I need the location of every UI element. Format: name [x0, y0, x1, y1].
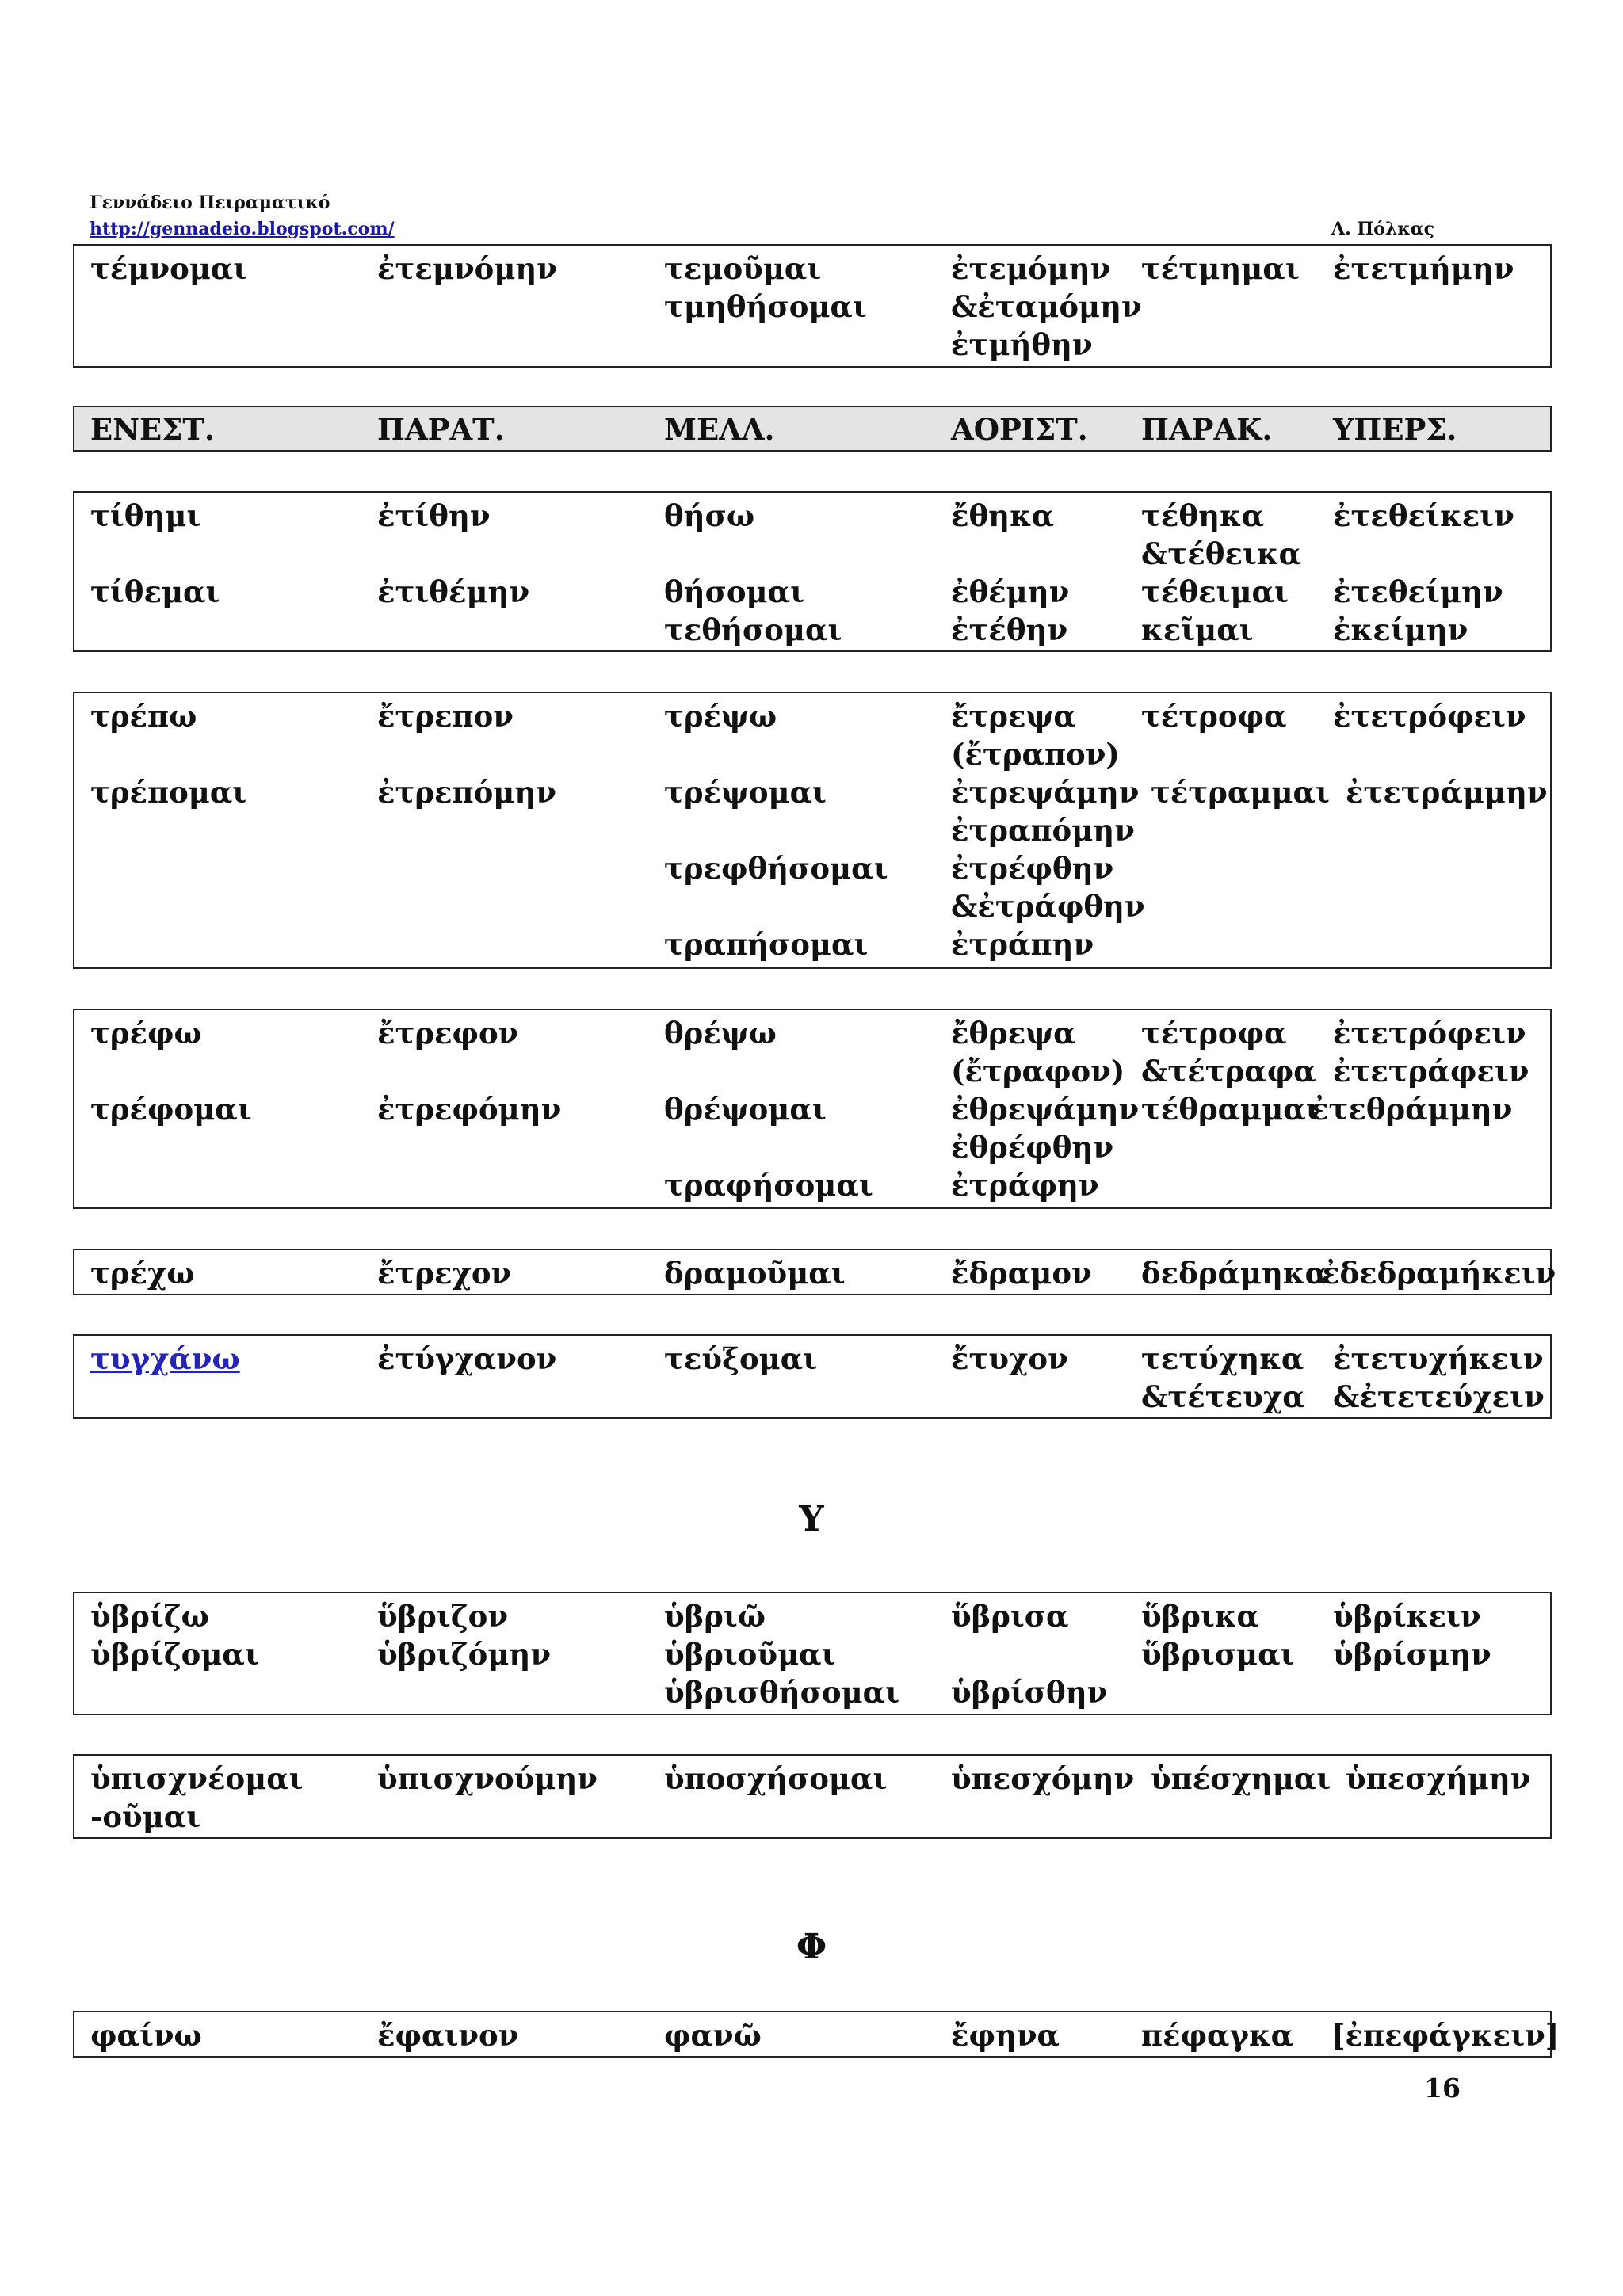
- aorist-cell: (ἔτραπον): [951, 737, 1120, 772]
- imperfect-cell: ὑβριζόμην: [377, 1637, 552, 1672]
- verb-table-hyposchneomai: [73, 1754, 1552, 1839]
- present-cell: ὑπισχνέομαι: [90, 1761, 304, 1796]
- section-letter-upsilon: Υ: [799, 1499, 824, 1539]
- future-cell: ὑβριοῦμαι: [664, 1637, 836, 1672]
- aorist-cell: ἐθέμην: [951, 574, 1070, 609]
- pluperfect-cell: ἐτεθείκειν: [1333, 498, 1514, 533]
- verb-table-hybrizo: [73, 1592, 1552, 1715]
- perfect-cell: ὑπέσχημαι: [1151, 1761, 1331, 1796]
- aorist-cell: &ἐταμόμην: [951, 289, 1142, 324]
- future-cell: τεύξομαι: [664, 1341, 818, 1376]
- header-present: ΕΝΕΣΤ.: [90, 412, 215, 447]
- aorist-cell: ἐτραπόμην: [951, 813, 1135, 848]
- table-row: [74, 773, 1550, 811]
- table-row: [74, 1635, 1550, 1673]
- future-cell: τραφήσομαι: [664, 1168, 873, 1203]
- perfect-cell: δεδράμηκα: [1141, 1256, 1328, 1291]
- perfect-cell: τετύχηκα: [1141, 1341, 1304, 1376]
- imperfect-cell: ὕβριζον: [377, 1599, 509, 1634]
- perfect-cell: ὕβρισμαι: [1141, 1637, 1295, 1672]
- pluperfect-cell: ἐτετρόφειν: [1333, 1016, 1526, 1051]
- verb-table-temnomai: [73, 244, 1552, 368]
- perfect-cell: τέτροφα: [1141, 699, 1287, 734]
- future-cell: θήσω: [664, 498, 755, 533]
- perfect-cell: &τέτευχα: [1141, 1379, 1305, 1414]
- table-row: [74, 1052, 1550, 1090]
- column-header-row: [73, 406, 1552, 452]
- header-future: ΜΕΛΛ.: [664, 412, 775, 447]
- verb-table-tynchano: [73, 1334, 1552, 1419]
- present-cell: τρέχω: [90, 1256, 195, 1291]
- verb-table-phaino: [73, 2011, 1560, 2058]
- verb-table-trecho: [73, 1249, 1556, 1295]
- aorist-cell: &ἐτράφθην: [951, 889, 1145, 924]
- perfect-cell: &τέτραφα: [1141, 1054, 1316, 1089]
- future-cell: τραπήσομαι: [664, 927, 869, 962]
- pluperfect-cell: ἐτετρόφειν: [1333, 699, 1526, 734]
- imperfect-cell: ἐτιθέμην: [377, 574, 530, 609]
- aorist-cell: ἔδραμον: [951, 1256, 1092, 1291]
- pluperfect-cell: ἐτετμήμην: [1333, 251, 1514, 286]
- table-row: [74, 1760, 1550, 1798]
- present-cell: ὑβρίζομαι: [90, 1637, 259, 1672]
- aorist-cell: ἐτράφην: [951, 1168, 1099, 1203]
- header-imperfect: ΠΑΡΑΤ.: [377, 412, 505, 447]
- future-cell: τεθήσομαι: [664, 612, 842, 647]
- pluperfect-cell: ἐκείμην: [1333, 612, 1468, 647]
- header-aorist: ΑΟΡΙΣΤ.: [951, 412, 1088, 447]
- table-row: [74, 250, 1550, 288]
- aorist-cell: ἐτμήθην: [951, 327, 1093, 362]
- perfect-cell: τέτμημαι: [1141, 251, 1300, 286]
- perfect-cell: τέθραμμαι: [1141, 1092, 1320, 1127]
- pluperfect-cell: ἐτετράμμην: [1346, 775, 1548, 810]
- header-pluperfect: ΥΠΕΡΣ.: [1333, 412, 1457, 447]
- present-cell: ὑβρίζω: [90, 1599, 209, 1634]
- aorist-cell: ὑπεσχόμην: [951, 1761, 1135, 1796]
- pluperfect-cell: [ἐπεφάγκειν]: [1331, 2018, 1560, 2053]
- perfect-cell: τέθειμαι: [1141, 574, 1289, 609]
- pluperfect-cell: ἐτετράφειν: [1333, 1054, 1529, 1089]
- table-row: [74, 1090, 1550, 1128]
- pluperfect-cell: ὑπεσχήμην: [1346, 1761, 1531, 1796]
- header-perfect: ΠΑΡΑΚ.: [1141, 412, 1273, 447]
- table-row: [74, 1378, 1550, 1416]
- table-row: [74, 697, 1550, 735]
- imperfect-cell: ἔτρεφον: [377, 1016, 519, 1051]
- table-row: [74, 1673, 1550, 1711]
- table-row: [74, 611, 1550, 649]
- imperfect-cell: ἔφαινον: [377, 2018, 519, 2053]
- present-cell: φαίνω: [90, 2018, 202, 2053]
- imperfect-cell: ἔτρεπον: [377, 699, 514, 734]
- perfect-cell: κεῖμαι: [1141, 612, 1254, 647]
- table-row: [74, 925, 1550, 963]
- present-cell: τρέφομαι: [90, 1092, 252, 1127]
- table-header-row: [74, 410, 1550, 448]
- verb-table-trepo: [73, 692, 1552, 969]
- pluperfect-cell: &ἐτετεύχειν: [1333, 1379, 1545, 1414]
- school-name: Γεννάδειο Πειραματικό: [90, 193, 330, 213]
- table-row: [74, 326, 1550, 364]
- perfect-cell: πέφαγκα: [1141, 2018, 1294, 2053]
- author-name: Λ. Πόλκας: [1331, 219, 1435, 239]
- future-cell: θήσομαι: [664, 574, 804, 609]
- future-cell: θρέψομαι: [664, 1092, 827, 1127]
- aorist-cell: ἐτρεψάμην: [951, 775, 1140, 810]
- table-row: [74, 811, 1550, 849]
- aorist-cell: ἐτράπην: [951, 927, 1094, 962]
- table-row: [74, 849, 1550, 887]
- present-cell: τρέπομαι: [90, 775, 247, 810]
- present-cell: τίθημι: [90, 498, 201, 533]
- future-cell: τρέψω: [664, 699, 777, 734]
- imperfect-cell: ὑπισχνούμην: [377, 1761, 598, 1796]
- aorist-cell: ἔτρεψα: [951, 699, 1076, 734]
- page-number: 16: [1424, 2073, 1461, 2103]
- future-cell: τμηθήσομαι: [664, 289, 867, 324]
- table-row: [74, 1254, 1556, 1292]
- table-row: [74, 1166, 1550, 1204]
- table-row: [74, 1128, 1550, 1166]
- pluperfect-cell: ὑβρίκειν: [1333, 1599, 1481, 1634]
- future-cell: τεμοῦμαι: [664, 251, 822, 286]
- aorist-cell: (ἔτραφον): [951, 1054, 1125, 1089]
- future-cell: τρέψομαι: [664, 775, 827, 810]
- future-cell: θρέψω: [664, 1016, 777, 1051]
- imperfect-cell: ἐτίθην: [377, 498, 491, 533]
- present-cell: τρέφω: [90, 1016, 202, 1051]
- table-row: [74, 535, 1550, 573]
- perfect-cell: ὕβρικα: [1141, 1599, 1259, 1634]
- imperfect-cell: ἐτρεφόμην: [377, 1092, 562, 1127]
- perfect-cell: τέθηκα: [1141, 498, 1265, 533]
- perfect-cell: &τέθεικα: [1141, 536, 1302, 571]
- table-row: [74, 288, 1550, 326]
- future-cell: δραμοῦμαι: [664, 1256, 846, 1291]
- table-row: [74, 1798, 1550, 1836]
- table-row: [74, 887, 1550, 925]
- future-cell: ὑβριῶ: [664, 1599, 766, 1634]
- pluperfect-cell: ὑβρίσμην: [1333, 1637, 1491, 1672]
- verb-table-tithemi: [73, 491, 1552, 652]
- present-cell: -οῦμαι: [90, 1799, 201, 1834]
- table-row: [74, 497, 1550, 535]
- future-cell: φανῶ: [664, 2018, 762, 2053]
- imperfect-cell: ἐτρεπόμην: [377, 775, 556, 810]
- pluperfect-cell: ἐτετυχήκειν: [1333, 1341, 1544, 1376]
- aorist-cell: ὕβρισα: [951, 1599, 1069, 1634]
- pluperfect-cell: ἐτεθράμμην: [1311, 1092, 1513, 1127]
- aorist-cell: ἔτυχον: [951, 1341, 1068, 1376]
- verb-table-trefo: [73, 1009, 1552, 1209]
- future-cell: ὑποσχήσομαι: [664, 1761, 888, 1796]
- table-row: [74, 1340, 1550, 1378]
- present-cell: τίθεμαι: [90, 574, 220, 609]
- aorist-cell: ἔθρεψα: [951, 1016, 1076, 1051]
- pluperfect-cell: ἐδεδραμήκειν: [1322, 1256, 1556, 1291]
- aorist-cell: ἐτέθην: [951, 612, 1068, 647]
- blog-link[interactable]: http://gennadeio.blogspot.com/: [90, 219, 395, 239]
- aorist-cell: ἐτρέφθην: [951, 851, 1114, 886]
- aorist-cell: ἐθρεψάμην: [951, 1092, 1140, 1127]
- table-row: [74, 1014, 1550, 1052]
- imperfect-cell: ἔτρεχον: [377, 1256, 512, 1291]
- table-row: [74, 573, 1550, 611]
- present-cell: τέμνομαι: [90, 251, 248, 286]
- table-row: [74, 1597, 1550, 1635]
- table-row: [74, 2016, 1560, 2054]
- aorist-cell: ἔφηνα: [951, 2018, 1060, 2053]
- future-cell: τρεφθήσομαι: [664, 851, 888, 886]
- section-letter-phi: Φ: [796, 1927, 827, 1967]
- perfect-cell: τέτραμμαι: [1151, 775, 1330, 810]
- future-cell: ὑβρισθήσομαι: [664, 1675, 900, 1710]
- imperfect-cell: ἐτεμνόμην: [377, 251, 557, 286]
- aorist-cell: ἔθηκα: [951, 498, 1055, 533]
- imperfect-cell: ἐτύγχανον: [377, 1341, 557, 1376]
- table-row: [74, 735, 1550, 773]
- present-cell: τρέπω: [90, 699, 197, 734]
- perfect-cell: τέτροφα: [1141, 1016, 1287, 1051]
- aorist-cell: ὑβρίσθην: [951, 1675, 1108, 1710]
- verb-link-tynchano[interactable]: τυγχάνω: [90, 1341, 240, 1376]
- aorist-cell: ἐτεμόμην: [951, 251, 1111, 286]
- pluperfect-cell: ἐτεθείμην: [1333, 574, 1503, 609]
- aorist-cell: ἐθρέφθην: [951, 1130, 1113, 1165]
